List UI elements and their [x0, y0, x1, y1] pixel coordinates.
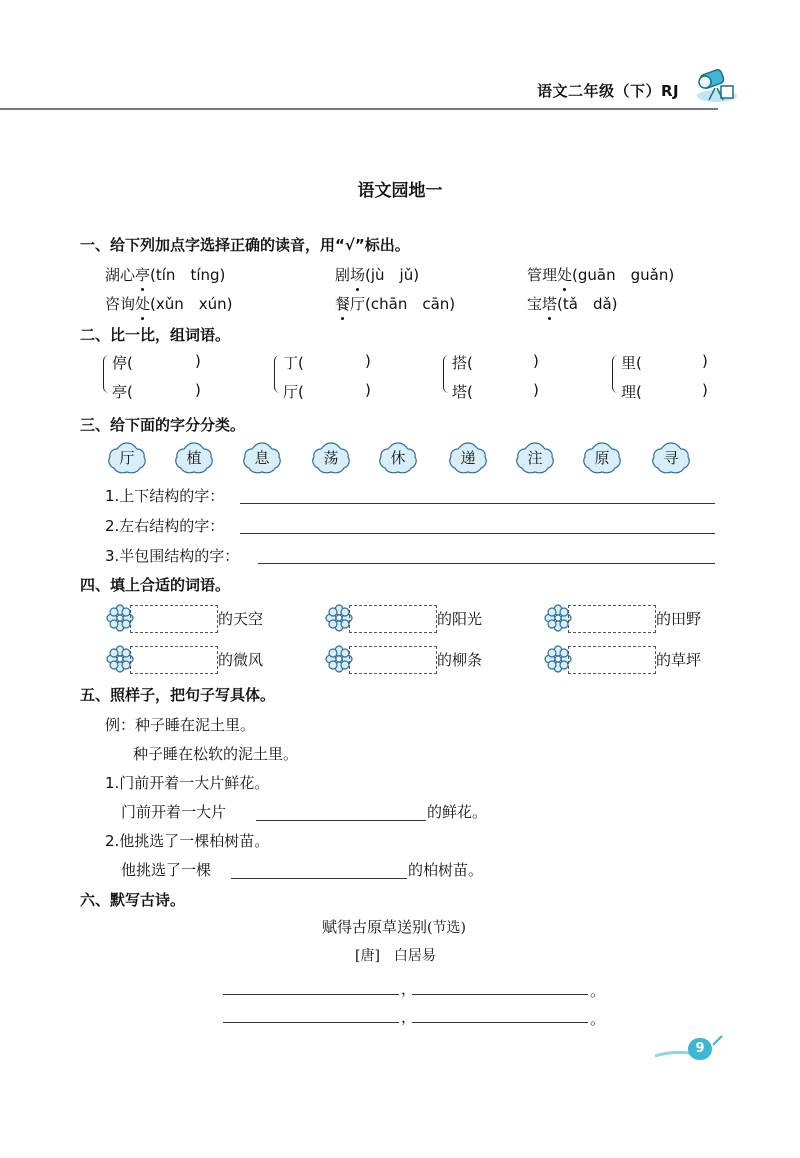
compare-close: )	[365, 381, 371, 399]
brace	[274, 355, 281, 393]
question-2-post: 的柏树苗。	[408, 861, 484, 879]
flower-char-badge: 荡	[311, 441, 351, 475]
brace	[612, 355, 619, 393]
word-suffix: 的柳条	[437, 651, 483, 669]
book-subject: 语文二年级（下）RJ	[537, 82, 680, 100]
poem-period: 。	[590, 982, 606, 1000]
compare-bottom: 亭(	[112, 383, 133, 401]
compare-close: )	[702, 352, 708, 370]
question-2: 2.他挑选了一棵柏树苗。	[105, 832, 270, 850]
flower-char-badge: 植	[174, 441, 214, 475]
compare-top: 里(	[621, 354, 642, 372]
flower-char-badge: 注	[515, 441, 555, 475]
section4-heading: 四、填上合适的词语。	[80, 576, 231, 594]
classify-question: 1.上下结构的字：	[105, 487, 225, 505]
poem-line[interactable]	[223, 1022, 399, 1023]
word-suffix: 的微风	[218, 651, 264, 669]
compare-top: 停(	[112, 354, 133, 372]
pinyin-item: 餐厅(chān cān)	[335, 295, 456, 313]
pinyin-item: 管理处(guān guǎn)	[527, 266, 675, 284]
section1-heading: 一、给下列加点字选择正确的读音，用“√”标出。	[80, 236, 410, 254]
classify-question: 3.半包围结构的字：	[105, 547, 240, 565]
poem-period: 。	[590, 1010, 606, 1028]
compare-bottom: 塔(	[452, 383, 473, 401]
flower-char-badge: 递	[448, 441, 488, 475]
question-1-pre: 门前开着一大片	[121, 803, 227, 821]
brace	[443, 355, 450, 393]
flower-char-badge: 寻	[651, 441, 691, 475]
section5-heading: 五、照样子，把句子写具体。	[80, 686, 276, 704]
poem-title: 赋得古原草送别(节选)	[322, 918, 466, 936]
brace	[103, 355, 110, 393]
section2-heading: 二、比一比，组词语。	[80, 326, 231, 344]
telescope-logo-icon	[693, 60, 741, 106]
compare-close: )	[195, 352, 201, 370]
word-suffix: 的草坪	[656, 651, 702, 669]
flower-char-badge: 息	[242, 441, 282, 475]
pinyin-item: 宝塔(tǎ dǎ)	[527, 295, 618, 313]
question-2-pre: 他挑选了一棵	[121, 861, 212, 879]
compare-close: )	[533, 381, 539, 399]
answer-line[interactable]	[256, 820, 426, 821]
example-sentence: 例：种子睡在泥土里。	[105, 716, 256, 734]
pencil-icon	[712, 1034, 724, 1046]
question-1-post: 的鲜花。	[427, 803, 488, 821]
section6-heading: 六、默写古诗。	[80, 891, 186, 909]
pinyin-item: 咨询处(xǔn xún)	[105, 295, 233, 313]
pinyin-item: 剧场(jù jǔ)	[335, 266, 420, 284]
poem-line[interactable]	[412, 1022, 588, 1023]
word-input-box[interactable]	[349, 646, 437, 674]
pinyin-item: 湖心亭(tín tíng)	[105, 266, 226, 284]
compare-close: )	[533, 352, 539, 370]
flower-char-badge: 休	[378, 441, 418, 475]
word-suffix: 的阳光	[437, 610, 483, 628]
word-input-box[interactable]	[130, 646, 218, 674]
word-input-box[interactable]	[568, 605, 656, 633]
compare-close: )	[365, 352, 371, 370]
poem-comma: ，	[401, 1008, 417, 1026]
word-input-box[interactable]	[568, 646, 656, 674]
answer-line[interactable]	[231, 878, 407, 879]
compare-top: 搭(	[452, 354, 473, 372]
compare-close: )	[702, 381, 708, 399]
answer-line[interactable]	[258, 563, 715, 564]
poem-line[interactable]	[223, 994, 399, 995]
answer-line[interactable]	[240, 503, 715, 504]
page-title: 语文园地一	[357, 181, 443, 201]
compare-close: )	[195, 381, 201, 399]
word-input-box[interactable]	[130, 605, 218, 633]
page-number: 9	[688, 1038, 712, 1060]
answer-line[interactable]	[240, 533, 715, 534]
section3-heading: 三、给下面的字分分类。	[80, 416, 246, 434]
poem-line[interactable]	[412, 994, 588, 995]
word-input-box[interactable]	[349, 605, 437, 633]
flower-char-badge: 厅	[107, 441, 147, 475]
flower-char-badge: 原	[582, 441, 622, 475]
word-suffix: 的田野	[656, 610, 702, 628]
poem-comma: ，	[401, 980, 417, 998]
question-1: 1.门前开着一大片鲜花。	[105, 774, 270, 792]
word-suffix: 的天空	[218, 610, 264, 628]
example-answer: 种子睡在松软的泥土里。	[133, 745, 299, 763]
header-rule	[0, 108, 718, 110]
compare-bottom: 理(	[621, 383, 642, 401]
poem-author: [唐] 白居易	[355, 948, 436, 964]
classify-question: 2.左右结构的字：	[105, 517, 225, 535]
compare-bottom: 厅(	[283, 383, 304, 401]
compare-top: 丁(	[283, 354, 304, 372]
